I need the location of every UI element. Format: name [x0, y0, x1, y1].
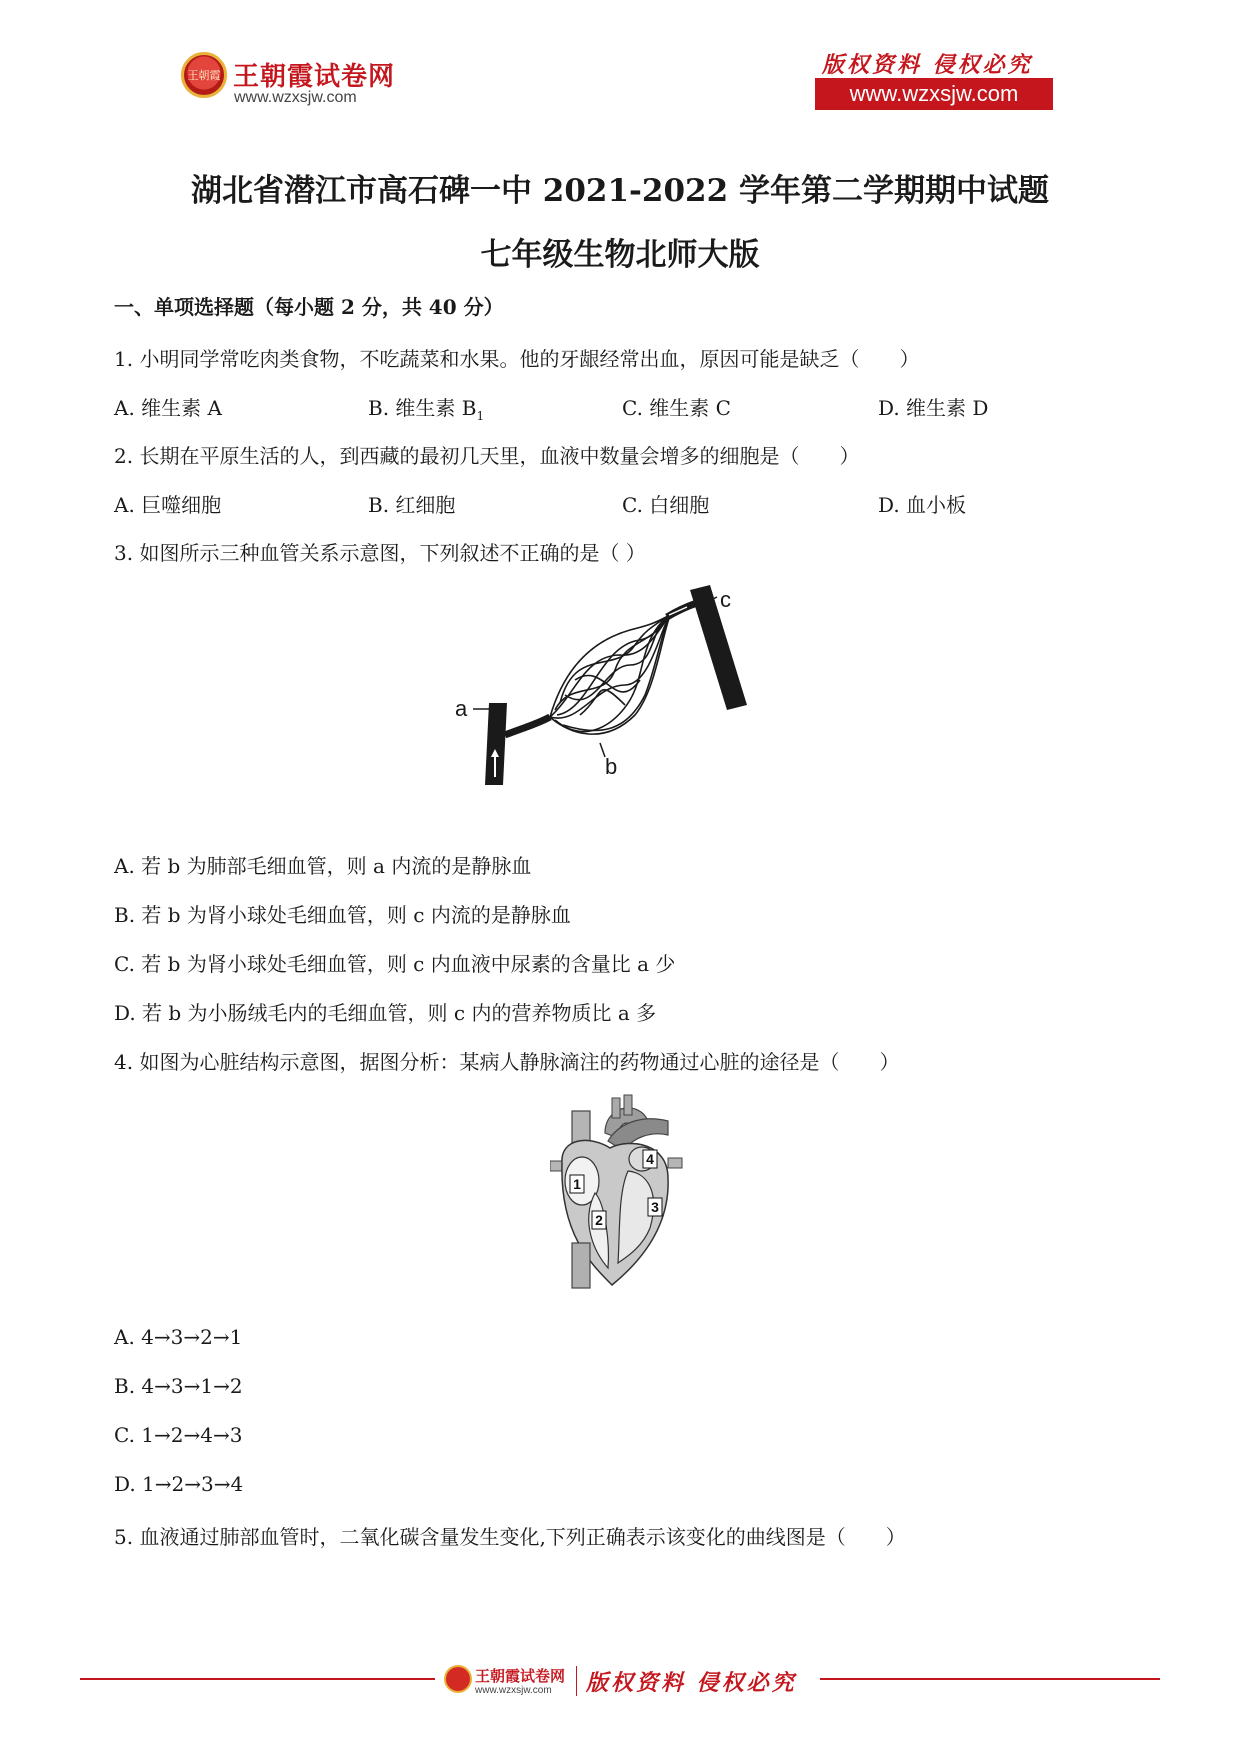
q4-option-c: C. 1→2→4→3 [114, 1423, 243, 1447]
question-5-stem: 5. 血液通过肺部血管时，二氧化碳含量发生变化,下列正确表示该变化的曲线图是（ ） [114, 1525, 906, 1549]
brand-url[interactable]: www.wzxsjw.com [234, 89, 357, 106]
q1-option-b-subscript: 1 [476, 409, 485, 423]
brand-logo-emblem [181, 52, 227, 98]
q3-option-a: A. 若 b 为肺部毛细血管，则 a 内流的是静脉血 [114, 854, 532, 878]
vessel-c [690, 585, 747, 710]
exam-subtitle: 七年级生物北师大版 [480, 237, 760, 273]
q4-option-d: D. 1→2→3→4 [114, 1472, 244, 1496]
capillary-network-b [550, 615, 670, 734]
footer-copyright: 版权资料 侵权必究 [586, 1670, 797, 1696]
footer-rule-right [820, 1678, 1160, 1680]
q3-option-d: D. 若 b 为小肠绒毛内的毛细血管，则 c 内的营养物质比 a 多 [114, 1001, 657, 1025]
footer-brand-name: 王朝霞试卷网 [475, 1667, 566, 1685]
question-1-stem: 1. 小明同学常吃肉类食物，不吃蔬菜和水果。他的牙龈经常出血，原因可能是缺乏（ ） [114, 347, 920, 371]
inferior-vena-cava [572, 1243, 590, 1288]
q2-option-b: B. 红细胞 [368, 493, 456, 517]
aortic-branch-1 [612, 1098, 620, 1118]
section-heading: 一、单项选择题（每小题 2 分，共 40 分） [114, 295, 504, 319]
q1-option-c: C. 维生素 C [622, 396, 731, 420]
label-b: b [605, 754, 618, 779]
heart-diagram [550, 1093, 685, 1293]
q1-option-b [368, 392, 484, 423]
q3-option-b: B. 若 b 为肾小球处毛细血管，则 c 内流的是静脉血 [114, 903, 571, 927]
footer-separator [576, 1666, 577, 1696]
label-2: 2 [595, 1212, 603, 1228]
label-1: 1 [573, 1176, 581, 1192]
question-4-stem: 4. 如图为心脏结构示意图，据图分析：某病人静脉滴注的药物通过心脏的途径是（ ） [114, 1050, 900, 1074]
pulmonary-vein-left [668, 1158, 682, 1168]
copyright-notice: 版权资料 侵权必究 [822, 52, 1033, 78]
exam-title: 湖北省潜江市高石碑一中 2021-2022 学年第二学期期中试题 [190, 173, 1049, 209]
blood-vessel-diagram [455, 585, 755, 790]
url-banner[interactable]: www.wzxsjw.com [815, 78, 1053, 110]
q1-option-a: A. 维生素 A [114, 396, 222, 420]
q1-option-d: D. 维生素 D [878, 396, 989, 420]
q2-option-c: C. 白细胞 [622, 493, 710, 517]
aortic-branch-2 [624, 1095, 632, 1115]
question-3-stem: 3. 如图所示三种血管关系示意图，下列叙述不正确的是（ ） [114, 541, 646, 565]
left-ventricle [618, 1171, 654, 1263]
q4-option-b: B. 4→3→1→2 [114, 1374, 243, 1398]
footer-logo-emblem [444, 1665, 472, 1693]
footer-brand-url[interactable]: www.wzxsjw.com [475, 1685, 552, 1696]
q4-option-a: A. 4→3→2→1 [114, 1325, 243, 1349]
q2-option-d: D. 血小板 [878, 493, 967, 517]
q2-option-a: A. 巨噬细胞 [114, 493, 222, 517]
label-3: 3 [651, 1199, 659, 1215]
emblem-text: 王朝霞 [187, 69, 221, 82]
arteriole [505, 717, 550, 735]
q3-option-c: C. 若 b 为肾小球处毛细血管，则 c 内血液中尿素的含量比 a 少 [114, 952, 676, 976]
question-2-stem: 2. 长期在平原生活的人，到西藏的最初几天里，血液中数量会增多的细胞是（ ） [114, 444, 860, 468]
label-c: c [720, 587, 731, 612]
label-4: 4 [646, 1151, 654, 1167]
footer-rule-left [80, 1678, 435, 1680]
q1-option-b-text: B. 维生素 B [368, 396, 477, 420]
label-a: a [455, 696, 468, 721]
brand-name: 王朝霞试卷网 [233, 62, 396, 92]
